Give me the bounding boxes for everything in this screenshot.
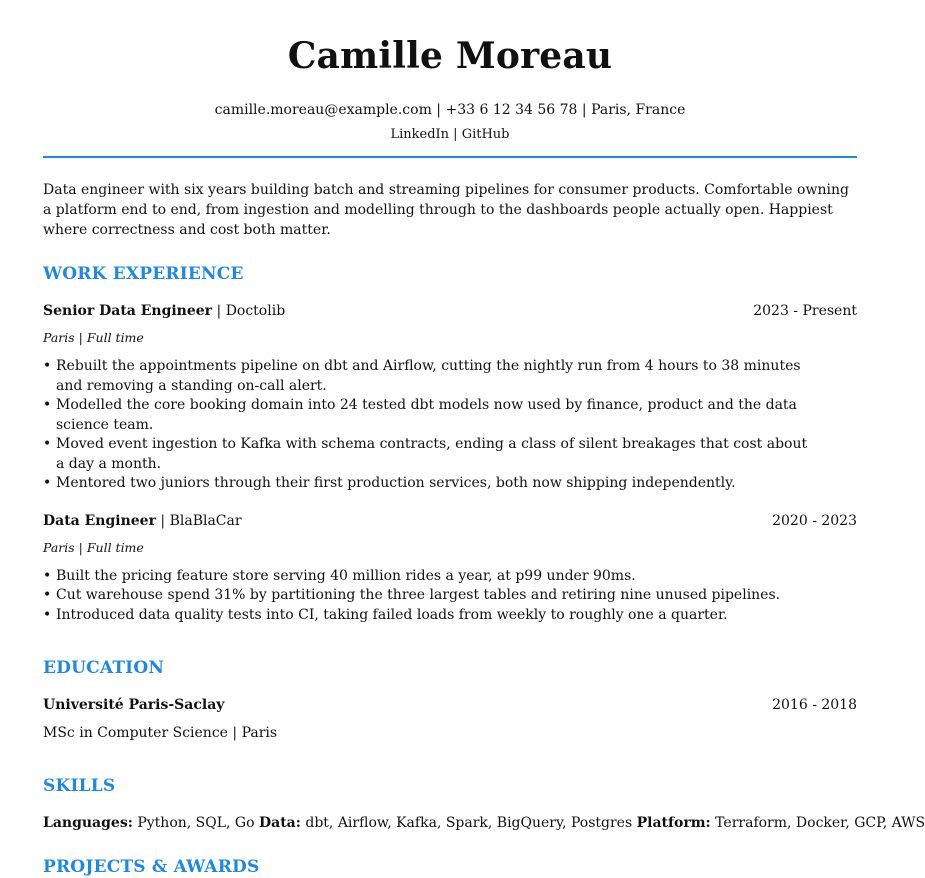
location: Paris, France (591, 102, 686, 118)
profile-links (43, 126, 857, 144)
separator: | (155, 512, 170, 529)
skills-platform-label: Platform: (636, 815, 711, 831)
skills-data: dbt, Airflow, Kafka, Spark, BigQuery, Postgres (305, 815, 633, 831)
job-header (43, 511, 857, 531)
bullet-item: • Introduced data quality tests into CI, taking failed loads from weekly to roughly one a quarter. (43, 606, 857, 626)
bullet-item: • Modelled the core booking domain into 24 tested dbt models now used by finance, product and the data science team. (43, 396, 857, 435)
summary-paragraph: Data engineer with six years building batch and streaming pipelines for consumer products. Comfortable owning a platform end to end, from ingestion and modelling through to the dashboards people actually open. Happiest where correctness and cost both matter. (43, 182, 849, 238)
job-bullets (43, 357, 857, 494)
job-entry (43, 301, 857, 494)
section-title-skills: SKILLS (43, 776, 116, 796)
phone-number: +33 6 12 34 56 78 (445, 102, 578, 118)
job-company: Doctolib (225, 303, 286, 319)
bullet-item: • Cut warehouse spend 31% by partitioning the three largest tables and retiring nine unused pipelines. (43, 586, 857, 606)
header-divider (43, 156, 857, 158)
section-title-work: WORK EXPERIENCE (43, 264, 244, 284)
job-entry (43, 511, 857, 626)
job-header (43, 301, 857, 321)
linkedin-link[interactable]: LinkedIn (390, 127, 450, 142)
separator: | (431, 102, 446, 118)
job-meta: Paris | Full time (43, 539, 144, 555)
job-bullets (43, 567, 857, 626)
separator: | (212, 303, 226, 319)
job-role: Senior Data Engineer (43, 303, 213, 319)
skills-line (43, 813, 925, 833)
separator: | (577, 102, 592, 118)
school-name: Université Paris-Saclay (43, 697, 225, 713)
section-title-projects: PROJECTS & AWARDS (43, 857, 260, 877)
skills-platform: Terraform, Docker, GCP, AWS (715, 815, 925, 831)
separator: | (449, 127, 462, 142)
bullet-item: • Built the pricing feature store serving 40 million rides a year, at p99 under 90ms. (43, 567, 857, 587)
candidate-name: Camille Moreau (287, 35, 613, 77)
job-dates: 2023 - Present (753, 303, 857, 319)
skills-data-label: Data: (259, 815, 301, 831)
job-dates: 2020 - 2023 (772, 512, 857, 529)
bullet-item: • Mentored two juniors through their first production services, both now shipping independently. (43, 474, 857, 494)
job-meta: Paris | Full time (43, 330, 144, 345)
education-dates: 2016 - 2018 (772, 697, 857, 713)
skills-languages: Python, SQL, Go (137, 815, 255, 831)
education-header (43, 695, 857, 715)
section-title-education: EDUCATION (43, 658, 165, 678)
job-company: BlaBlaCar (169, 512, 242, 529)
education-detail: MSc in Computer Science | Paris (43, 725, 278, 741)
bullet-item: • Rebuilt the appointments pipeline on dbt and Airflow, cutting the nightly run from 4 hours to 38 minutes and removing a standing on-call alert. (43, 357, 857, 396)
email-link[interactable]: camille.moreau@example.com (214, 102, 432, 118)
github-link[interactable]: GitHub (461, 127, 510, 142)
skills-languages-label: Languages: (43, 815, 133, 831)
bullet-item: • Moved event ingestion to Kafka with schema contracts, ending a class of silent breakages that cost about a day a month. (43, 435, 857, 474)
contact-line (43, 100, 857, 120)
job-role: Data Engineer (43, 512, 156, 529)
